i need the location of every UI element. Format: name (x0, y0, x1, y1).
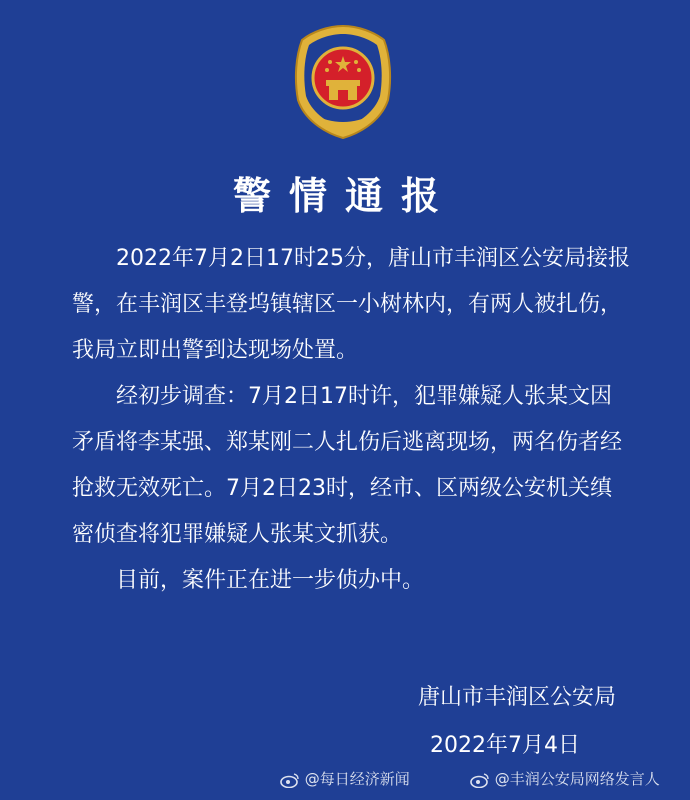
watermark-text: @丰润公安局网络发言人 (494, 770, 660, 788)
signature-organization: 唐山市丰润区公安局 (417, 685, 616, 710)
page-title: 警情通报 (232, 174, 457, 218)
watermark-text: @每日经济新闻 (304, 770, 410, 788)
watermark-right (470, 768, 660, 789)
paragraph: 2022年7月2日17时25分，唐山市丰润区公安局接报警，在丰润区丰登坞镇辖区一小树林内，有两人被扎伤，我局立即出警到达现场处置。 (72, 246, 630, 363)
weibo-icon (470, 772, 490, 788)
watermark-left (280, 768, 410, 789)
notice-body (72, 236, 632, 604)
paragraph: 经初步调查：7月2日17时许，犯罪嫌疑人张某文因矛盾将李某强、郑某刚二人扎伤后逃离现场，两名伤者经抢救无效死亡。7月2日23时，经市、区两级公安机关缜密侦查将犯罪嫌疑人张某文抓获。 (72, 384, 623, 547)
paragraph: 目前，案件正在进一步侦办中。 (116, 568, 425, 593)
police-badge-icon (288, 22, 398, 140)
signature-date: 2022年7月4日 (430, 733, 580, 758)
weibo-icon (280, 772, 300, 788)
